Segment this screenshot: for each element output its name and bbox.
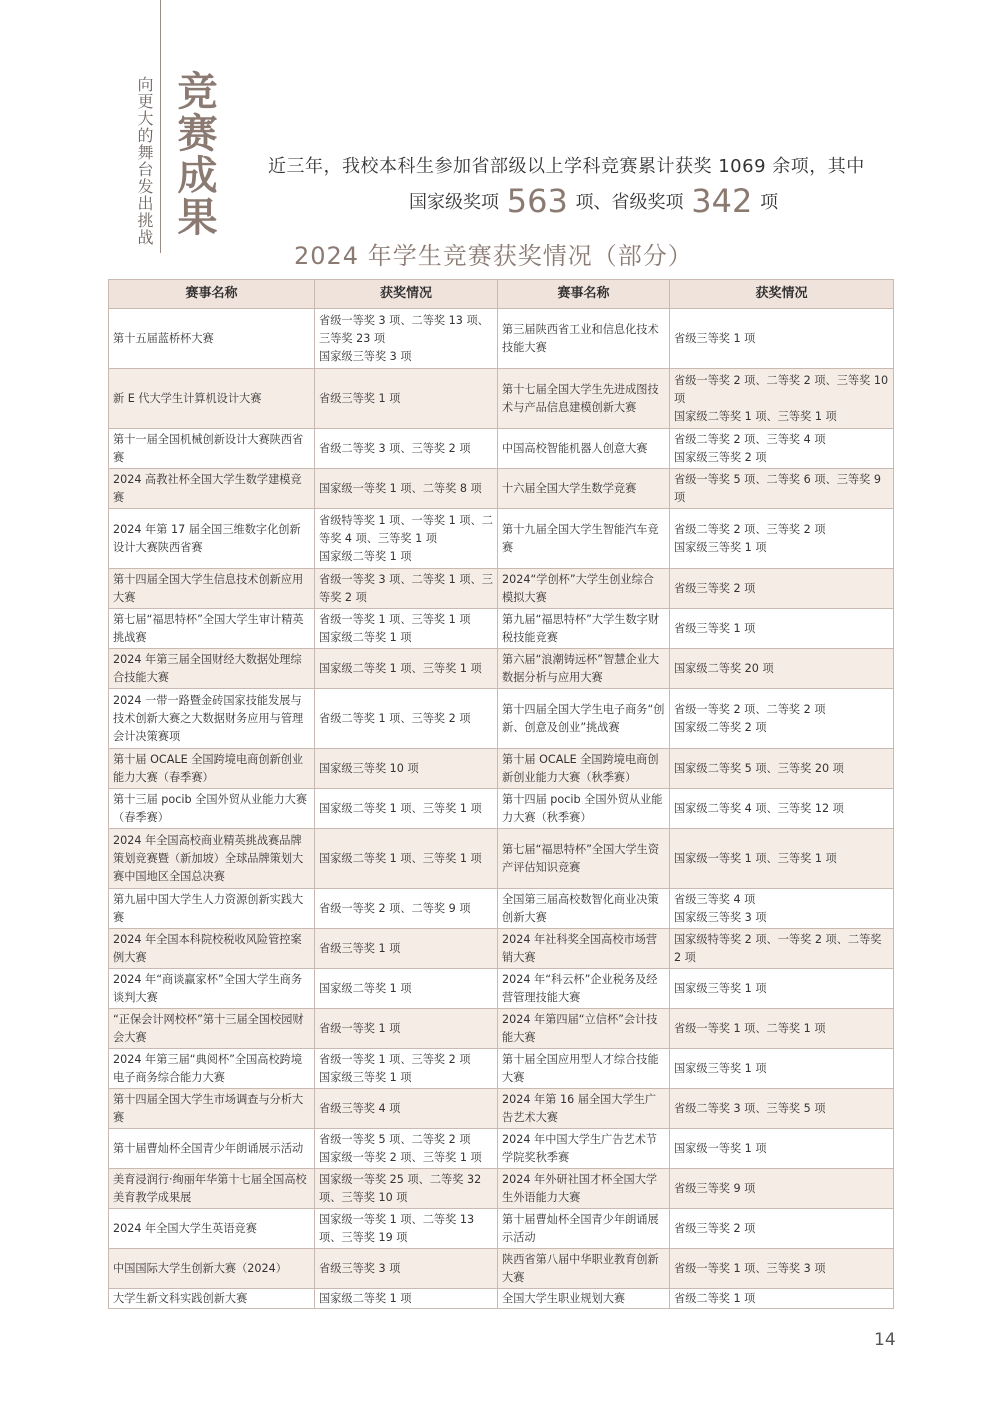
award-right-cell	[670, 789, 894, 829]
cell-line: 第七届“福思特杯”全国大学生资产评估知识竞赛	[502, 842, 660, 874]
cell-line: 省级二等奖 1 项、三等奖 2 项	[319, 711, 471, 725]
event-name-left-cell	[109, 1009, 315, 1049]
award-right-cell	[670, 1169, 894, 1209]
cell-line: 省级一等奖 3 项、二等奖 13 项、三等奖 23 项	[319, 313, 489, 345]
cell-line: 国家级一等奖 1 项、二等奖 8 项	[319, 481, 482, 495]
event-name-left-cell	[109, 1289, 315, 1309]
cell-line: 2024 年社科奖全国高校市场营销大赛	[502, 932, 658, 964]
cell-line: 省级一等奖 1 项、三等奖 2 项	[319, 1052, 471, 1066]
cell-line: 国家级二等奖 4 项、三等奖 12 项	[674, 801, 844, 815]
cell-line: 国家级二等奖 20 项	[674, 661, 774, 675]
cell-line: 国家级三等奖 1 项	[674, 981, 767, 995]
cell-line: 国家级一等奖 1 项、三等奖 1 项	[674, 851, 837, 865]
table-row	[109, 509, 894, 569]
cell-line: 省级三等奖 1 项	[674, 621, 756, 635]
award-right-cell	[670, 1129, 894, 1169]
cell-line: “正保会计网校杯”第十三届全国校园财会大赛	[113, 1012, 304, 1044]
table-row	[109, 789, 894, 829]
cell-line: 省级一等奖 3 项、二等奖 1 项、三等奖 2 项	[319, 572, 493, 604]
cell-line: 国家级三等奖 3 项	[319, 349, 412, 363]
cell-line: 省级三等奖 4 项	[319, 1101, 401, 1115]
event-name-left-cell	[109, 609, 315, 649]
cell-line: 省级三等奖 1 项	[674, 331, 756, 345]
table-row	[109, 749, 894, 789]
cell-line: 国家级二等奖 1 项	[319, 1291, 412, 1305]
event-name-right-cell	[498, 1289, 670, 1309]
cell-line: 省级一等奖 1 项、二等奖 1 项	[674, 1021, 826, 1035]
header-event-name-1: 赛事名称	[109, 280, 315, 309]
cell-line: 国家级一等奖 1 项、二等奖 13 项、三等奖 19 项	[319, 1212, 475, 1244]
event-name-right-cell	[498, 829, 670, 889]
cell-line: 省级特等奖 1 项、一等奖 1 项、二等奖 4 项、三等奖 1 项	[319, 513, 493, 545]
table-title: 2024 年学生竞赛获奖情况（部分）	[294, 242, 693, 270]
award-right-cell	[670, 1089, 894, 1129]
awards-table-body	[109, 309, 894, 1309]
cell-line: 第九届中国大学生人力资源创新实践大赛	[113, 892, 304, 924]
award-right-cell	[670, 369, 894, 429]
cell-line: 第十届曹灿杯全国青少年朗诵展示活动	[502, 1212, 659, 1244]
event-name-right-cell	[498, 929, 670, 969]
award-right-cell	[670, 1049, 894, 1089]
event-name-left-cell	[109, 649, 315, 689]
header-award-2: 获奖情况	[670, 280, 894, 309]
cell-line: 省级二等奖 3 项、三等奖 5 项	[674, 1101, 826, 1115]
event-name-right-cell	[498, 1089, 670, 1129]
award-right-cell	[670, 1209, 894, 1249]
event-name-right-cell	[498, 1129, 670, 1169]
award-right-cell	[670, 1249, 894, 1289]
cell-line: 省级一等奖 2 项、二等奖 9 项	[319, 901, 471, 915]
table-row	[109, 1209, 894, 1249]
award-right-cell	[670, 889, 894, 929]
event-name-left-cell	[109, 309, 315, 369]
award-left-cell	[315, 1249, 498, 1289]
cell-line: 省级二等奖 1 项	[674, 1291, 756, 1305]
cell-line: 省级三等奖 9 项	[674, 1181, 756, 1195]
event-name-left-cell	[109, 689, 315, 749]
event-name-left-cell	[109, 509, 315, 569]
cell-line: 省级三等奖 1 项	[319, 391, 401, 405]
cell-line: 第十四届 pocib 全国外贸从业能力大赛（秋季赛）	[502, 792, 663, 824]
cell-line: 第九届“福思特杯”大学生数字财税技能竞赛	[502, 612, 660, 644]
cell-line: 国家级二等奖 1 项	[319, 549, 412, 563]
table-row	[109, 1289, 894, 1309]
award-right-cell	[670, 829, 894, 889]
award-right-cell	[670, 749, 894, 789]
event-name-left-cell	[109, 789, 315, 829]
award-left-cell	[315, 1289, 498, 1309]
cell-line: 大学生新文科实践创新大赛	[113, 1291, 248, 1305]
cell-line: 美育浸润行·绚丽年华第十七届全国高校美育教学成果展	[113, 1172, 307, 1204]
event-name-left-cell	[109, 1169, 315, 1209]
award-left-cell	[315, 569, 498, 609]
award-left-cell	[315, 789, 498, 829]
cell-line: 省级三等奖 2 项	[674, 1221, 756, 1235]
cell-line: 省级一等奖 2 项、二等奖 2 项	[674, 702, 826, 716]
event-name-left-cell	[109, 829, 315, 889]
award-left-cell	[315, 1009, 498, 1049]
cell-line: 省级一等奖 2 项、二等奖 2 项、三等奖 10 项	[674, 373, 889, 405]
intro-line-1: 近三年，我校本科生参加省部级以上学科竞赛累计获奖 1069 余项，其中	[268, 156, 865, 177]
event-name-left-cell	[109, 1129, 315, 1169]
cell-line: 2024 年第三届全国财经大数据处理综合技能大赛	[113, 652, 302, 684]
cell-line: 2024 年第 16 届全国大学生广告艺术大赛	[502, 1092, 657, 1124]
event-name-left-cell	[109, 369, 315, 429]
cell-line: 2024 高教社杯全国大学生数学建模竞赛	[113, 472, 302, 504]
award-left-cell	[315, 309, 498, 369]
table-row	[109, 309, 894, 369]
cell-line: 全国第三届高校数智化商业决策创新大赛	[502, 892, 659, 924]
table-row	[109, 1089, 894, 1129]
cell-line: 国家级二等奖 1 项	[319, 630, 412, 644]
cell-line: 国家级一等奖 2 项、三等奖 1 项	[319, 1150, 482, 1164]
award-left-cell	[315, 609, 498, 649]
award-right-cell	[670, 689, 894, 749]
award-left-cell	[315, 469, 498, 509]
cell-line: 十六届全国大学生数学竞赛	[502, 481, 637, 495]
award-left-cell	[315, 829, 498, 889]
cell-line: 国家级二等奖 1 项、三等奖 1 项	[319, 661, 482, 675]
cell-line: 省级三等奖 1 项	[319, 941, 401, 955]
award-right-cell	[670, 569, 894, 609]
cell-line: 2024 年第四届“立信杯”会计技能大赛	[502, 1012, 658, 1044]
event-name-left-cell	[109, 569, 315, 609]
event-name-right-cell	[498, 889, 670, 929]
cell-line: 2024 年全国本科院校税收风险管控案例大赛	[113, 932, 302, 964]
table-header-row	[109, 280, 894, 309]
cell-line: 第十届曹灿杯全国青少年朗诵展示活动	[113, 1141, 304, 1155]
award-right-cell	[670, 429, 894, 469]
event-name-right-cell	[498, 569, 670, 609]
cell-line: 国家级三等奖 2 项	[674, 450, 767, 464]
provincial-count: 342	[691, 182, 753, 220]
cell-line: 国家级二等奖 1 项、三等奖 1 项	[319, 801, 482, 815]
cell-line: 第十四届全国大学生信息技术创新应用大赛	[113, 572, 304, 604]
award-left-cell	[315, 649, 498, 689]
event-name-right-cell	[498, 1049, 670, 1089]
event-name-right-cell	[498, 649, 670, 689]
table-row	[109, 829, 894, 889]
award-left-cell	[315, 969, 498, 1009]
table-row	[109, 1129, 894, 1169]
cell-line: 2024 年第 17 届全国三维数字化创新设计大赛陕西省赛	[113, 522, 301, 554]
event-name-left-cell	[109, 969, 315, 1009]
event-name-left-cell	[109, 1209, 315, 1249]
cell-line: 第六届“浪潮铸远杯”智慧企业大数据分析与应用大赛	[502, 652, 660, 684]
award-right-cell	[670, 609, 894, 649]
intro-suffix: 项	[760, 192, 779, 213]
event-name-right-cell	[498, 469, 670, 509]
provincial-prefix: 项、省级奖项	[575, 192, 684, 213]
cell-line: 第十届 OCALE 全国跨境电商创新创业能力大赛（秋季赛）	[502, 752, 659, 784]
event-name-right-cell	[498, 689, 670, 749]
event-name-right-cell	[498, 369, 670, 429]
event-name-left-cell	[109, 429, 315, 469]
cell-line: 第十届全国应用型人才综合技能大赛	[502, 1052, 659, 1084]
award-left-cell	[315, 1049, 498, 1089]
table-row	[109, 1249, 894, 1289]
cell-line: 国家级三等奖 1 项	[674, 1061, 767, 1075]
awards-table	[108, 279, 894, 1309]
cell-line: 省级三等奖 2 项	[674, 581, 756, 595]
award-right-cell	[670, 1289, 894, 1309]
event-name-left-cell	[109, 1049, 315, 1089]
award-right-cell	[670, 309, 894, 369]
section-title: 竞赛成果	[171, 70, 217, 238]
event-name-right-cell	[498, 609, 670, 649]
national-count: 563	[506, 182, 568, 220]
event-name-left-cell	[109, 889, 315, 929]
cell-line: 2024“学创杯”大学生创业综合模拟大赛	[502, 572, 654, 604]
event-name-right-cell	[498, 1249, 670, 1289]
cell-line: 省级三等奖 4 项	[674, 892, 756, 906]
award-left-cell	[315, 369, 498, 429]
table-row	[109, 929, 894, 969]
cell-line: 2024 年中国大学生广告艺术节学院奖秋季赛	[502, 1132, 658, 1164]
cell-line: 第十四届全国大学生市场调查与分析大赛	[113, 1092, 304, 1124]
table-row	[109, 609, 894, 649]
cell-line: 第十一届全国机械创新设计大赛陕西省赛	[113, 432, 304, 464]
cell-line: 国家级二等奖 1 项、三等奖 1 项	[319, 851, 482, 865]
award-left-cell	[315, 749, 498, 789]
cell-line: 国家级三等奖 1 项	[674, 540, 767, 554]
cell-line: 2024 年外研社国才杯全国大学生外语能力大赛	[502, 1172, 658, 1204]
table-row	[109, 429, 894, 469]
cell-line: 省级一等奖 1 项、三等奖 1 项	[319, 612, 471, 626]
cell-line: 第十五届蓝桥杯大赛	[113, 331, 214, 345]
page-number: 14	[874, 1330, 896, 1350]
cell-line: 2024 年全国大学生英语竞赛	[113, 1221, 257, 1235]
event-name-right-cell	[498, 969, 670, 1009]
cell-line: 省级一等奖 5 项、二等奖 2 项	[319, 1132, 471, 1146]
award-right-cell	[670, 929, 894, 969]
cell-line: 省级一等奖 1 项、三等奖 3 项	[674, 1261, 826, 1275]
event-name-right-cell	[498, 309, 670, 369]
event-name-left-cell	[109, 1249, 315, 1289]
table-row	[109, 649, 894, 689]
cell-line: 省级二等奖 2 项、三等奖 4 项	[674, 432, 826, 446]
event-name-right-cell	[498, 749, 670, 789]
cell-line: 国家级特等奖 2 项、一等奖 2 项、二等奖 2 项	[674, 932, 882, 964]
table-row	[109, 1169, 894, 1209]
decorative-vertical-line	[160, 0, 161, 253]
cell-line: 省级二等奖 3 项、三等奖 2 项	[319, 441, 471, 455]
award-left-cell	[315, 889, 498, 929]
cell-line: 2024 年全国高校商业精英挑战赛品牌策划竞赛暨（新加坡）全球品牌策划大赛中国地区全国总决赛	[113, 833, 304, 883]
header-event-name-2: 赛事名称	[498, 280, 670, 309]
table-row	[109, 889, 894, 929]
cell-line: 陕西省第八届中华职业教育创新大赛	[502, 1252, 659, 1284]
intro-line-2	[409, 182, 778, 220]
award-left-cell	[315, 429, 498, 469]
cell-line: 第十三届 pocib 全国外贸从业能力大赛（春季赛）	[113, 792, 308, 824]
award-left-cell	[315, 1089, 498, 1129]
table-row	[109, 969, 894, 1009]
cell-line: 国家级三等奖 10 项	[319, 761, 419, 775]
header-award-1: 获奖情况	[315, 280, 498, 309]
award-right-cell	[670, 649, 894, 689]
cell-line: 第十四届全国大学生电子商务“创新、创意及创业”挑战赛	[502, 702, 665, 734]
award-right-cell	[670, 509, 894, 569]
cell-line: 中国国际大学生创新大赛（2024）	[113, 1261, 287, 1275]
section-subtitle: 向更大的舞台发出挑战	[135, 76, 154, 246]
cell-line: 第三届陕西省工业和信息化技术技能大赛	[502, 322, 659, 354]
cell-line: 第十七届全国大学生先进成图技术与产品信息建模创新大赛	[502, 382, 659, 414]
cell-line: 国家级三等奖 3 项	[674, 910, 767, 924]
table-row	[109, 1049, 894, 1089]
table-row	[109, 689, 894, 749]
cell-line: 国家级一等奖 25 项、二等奖 32 项、三等奖 10 项	[319, 1172, 482, 1204]
award-left-cell	[315, 1169, 498, 1209]
award-left-cell	[315, 929, 498, 969]
cell-line: 国家级三等奖 1 项	[319, 1070, 412, 1084]
event-name-left-cell	[109, 469, 315, 509]
cell-line: 国家级一等奖 1 项	[674, 1141, 767, 1155]
event-name-right-cell	[498, 509, 670, 569]
event-name-right-cell	[498, 429, 670, 469]
award-left-cell	[315, 689, 498, 749]
event-name-right-cell	[498, 1009, 670, 1049]
cell-line: 省级三等奖 3 项	[319, 1261, 401, 1275]
table-row	[109, 469, 894, 509]
cell-line: 第七届“福思特杯”全国大学生审计精英挑战赛	[113, 612, 304, 644]
award-left-cell	[315, 509, 498, 569]
cell-line: 第十届 OCALE 全国跨境电商创新创业能力大赛（春季赛）	[113, 752, 304, 784]
cell-line: 2024 年“科云杯”企业税务及经营管理技能大赛	[502, 972, 658, 1004]
award-right-cell	[670, 969, 894, 1009]
event-name-right-cell	[498, 789, 670, 829]
table-row	[109, 369, 894, 429]
cell-line: 国家级二等奖 2 项	[674, 720, 767, 734]
cell-line: 省级一等奖 5 项、二等奖 6 项、三等奖 9 项	[674, 472, 881, 504]
national-prefix: 国家级奖项	[409, 192, 499, 213]
cell-line: 国家级二等奖 5 项、三等奖 20 项	[674, 761, 844, 775]
cell-line: 第十九届全国大学生智能汽车竞赛	[502, 522, 659, 554]
cell-line: 新 E 代大学生计算机设计大赛	[113, 391, 262, 405]
award-left-cell	[315, 1129, 498, 1169]
event-name-left-cell	[109, 749, 315, 789]
cell-line: 省级一等奖 1 项	[319, 1021, 401, 1035]
event-name-right-cell	[498, 1169, 670, 1209]
cell-line: 中国高校智能机器人创意大赛	[502, 441, 648, 455]
event-name-left-cell	[109, 929, 315, 969]
table-row	[109, 1009, 894, 1049]
award-left-cell	[315, 1209, 498, 1249]
cell-line: 2024 一带一路暨金砖国家技能发展与技术创新大赛之大数据财务应用与管理会计决策赛项	[113, 693, 304, 743]
cell-line: 全国大学生职业规划大赛	[502, 1291, 626, 1305]
cell-line: 2024 年第三届“典阅杯”全国高校跨境电子商务综合能力大赛	[113, 1052, 303, 1084]
cell-line: 国家级二等奖 1 项、三等奖 1 项	[674, 409, 837, 423]
event-name-right-cell	[498, 1209, 670, 1249]
award-right-cell	[670, 1009, 894, 1049]
table-row	[109, 569, 894, 609]
event-name-left-cell	[109, 1089, 315, 1129]
award-right-cell	[670, 469, 894, 509]
cell-line: 2024 年“商谈赢家杯”全国大学生商务谈判大赛	[113, 972, 303, 1004]
cell-line: 国家级二等奖 1 项	[319, 981, 412, 995]
cell-line: 省级二等奖 2 项、三等奖 2 项	[674, 522, 826, 536]
